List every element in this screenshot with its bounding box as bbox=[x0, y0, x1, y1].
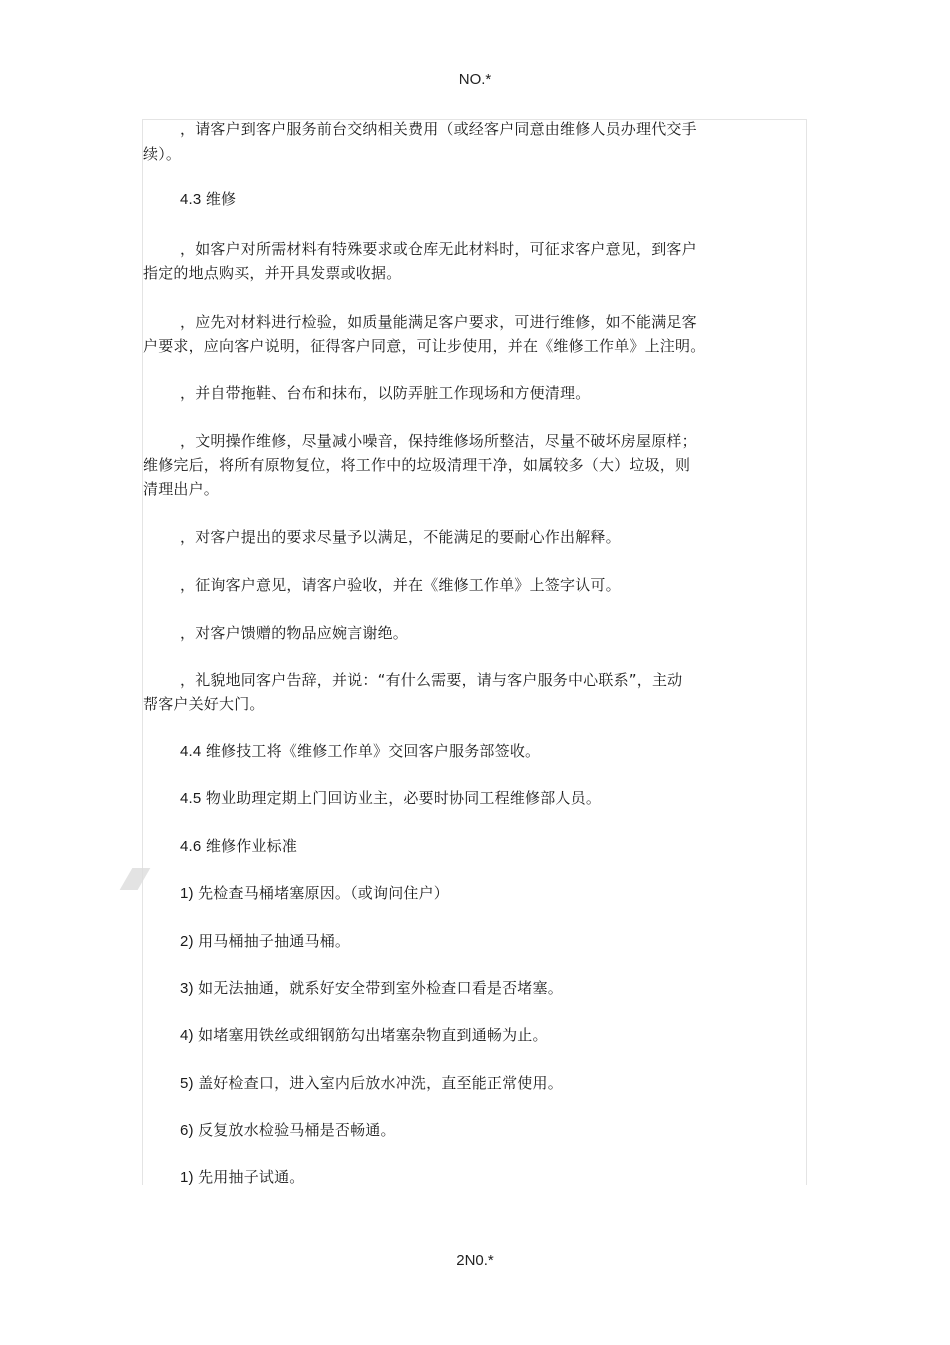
list-item: 4) 如堵塞用铁丝或细钢筋勾出堵塞杂物直到通畅为止。 bbox=[180, 1027, 548, 1044]
text-line: 户要求，应向客户说明，征得客户同意，可让步使用，并在《维修工作单》上注明。 bbox=[143, 337, 706, 355]
page-header: NO.* bbox=[458, 71, 492, 88]
list-item: 1) 先用抽子试通。 bbox=[180, 1169, 305, 1186]
section-heading: 4.5 物业助理定期上门回访业主，必要时协同工程维修部人员。 bbox=[180, 790, 602, 807]
text-line: ，对客户提出的要求尽量予以满足，不能满足的要耐心作出解释。 bbox=[180, 528, 621, 546]
text-line: ，对客户馈赠的物品应婉言谢绝。 bbox=[180, 624, 409, 642]
list-item: 1) 先检查马桶堵塞原因。（或询问住户） bbox=[180, 885, 450, 902]
text-line: ，礼貌地同客户告辞，并说：“有什么需要，请与客户服务中心联系”，主动 bbox=[180, 671, 683, 689]
text-line: ，请客户到客户服务前台交纳相关费用（或经客户同意由维修人员办理代交手 bbox=[180, 120, 697, 138]
list-item: 3) 如无法抽通，就系好安全带到室外检查口看是否堵塞。 bbox=[180, 980, 563, 997]
text-line: ，应先对材料进行检验，如质量能满足客户要求，可进行维修，如不能满足客 bbox=[180, 313, 697, 331]
text-line: ，征询客户意见，请客户验收，并在《维修工作单》上签字认可。 bbox=[180, 576, 621, 594]
section-heading: 4.6 维修作业标准 bbox=[180, 838, 298, 855]
text-line: 维修完后，将所有原物复位，将工作中的垃圾清理干净，如属较多（大）垃圾，则 bbox=[143, 456, 691, 474]
page-footer: 2N0.* bbox=[456, 1252, 494, 1269]
text-line: ，并自带拖鞋、台布和抹布，以防弄脏工作现场和方便清理。 bbox=[180, 384, 591, 402]
text-line: 帮客户关好大门。 bbox=[143, 695, 265, 713]
text-line: 指定的地点购买，并开具发票或收据。 bbox=[143, 264, 402, 282]
list-item: 2) 用马桶抽子抽通马桶。 bbox=[180, 933, 351, 950]
text-line: 清理出户。 bbox=[143, 480, 220, 498]
section-heading: 4.4 维修技工将《维修工作单》交回客户服务部签收。 bbox=[180, 743, 541, 760]
text-line: 续）。 bbox=[143, 145, 182, 163]
list-item: 6) 反复放水检验马桶是否畅通。 bbox=[180, 1122, 396, 1139]
text-line: ，文明操作维修，尽量减小噪音，保持维修场所整洁，尽量不破坏房屋原样； bbox=[180, 432, 697, 450]
list-item: 5) 盖好检查口，进入室内后放水冲洗，直至能正常使用。 bbox=[180, 1075, 563, 1092]
section-heading: 4.3 维修 bbox=[180, 191, 237, 208]
text-line: ，如客户对所需材料有特殊要求或仓库无此材料时，可征求客户意见，到客户 bbox=[180, 240, 697, 258]
